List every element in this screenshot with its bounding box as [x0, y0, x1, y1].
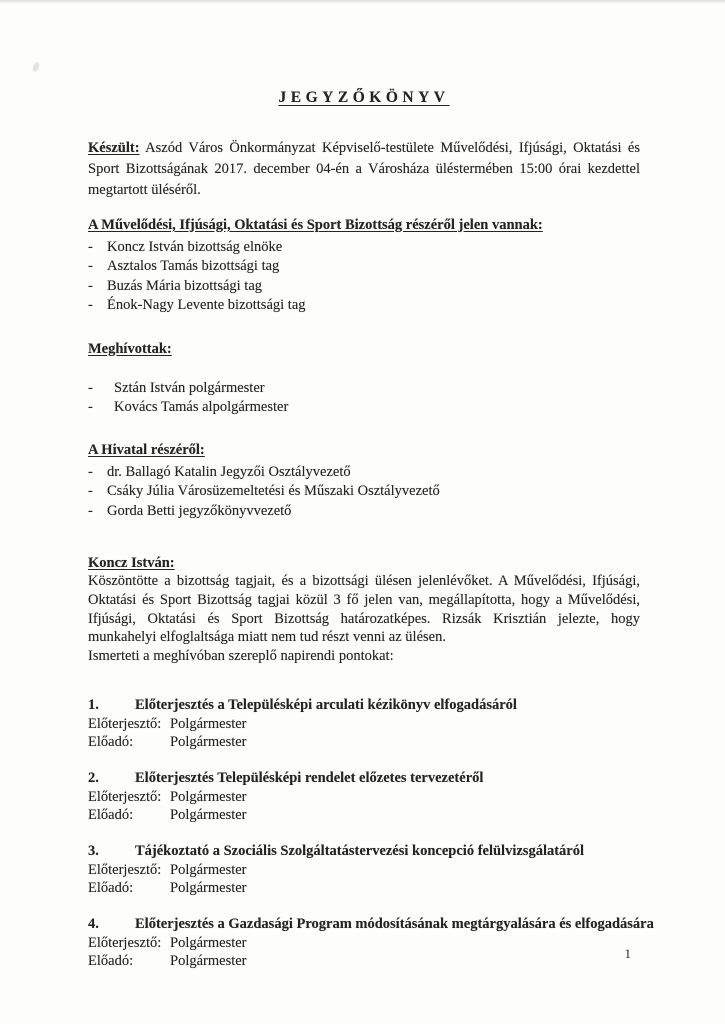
- attendance-list: [88, 238, 640, 316]
- presenter-label: Előterjesztő:: [88, 861, 162, 878]
- speaker-name-heading: Koncz István:: [88, 555, 175, 571]
- lecturer-value: Polgármester: [170, 734, 247, 751]
- agenda-item-title: Előterjesztés a Településképi arculati kézikönyv elfogadásáról: [135, 696, 517, 713]
- dash-bullet: -: [88, 297, 93, 313]
- dash-bullet: -: [88, 483, 93, 499]
- lecturer-label: Előadó:: [88, 807, 134, 824]
- list-item: [88, 502, 640, 522]
- list-item: [88, 296, 640, 316]
- agenda-item-title: Tájékoztató a Szociális Szolgáltatástervezési koncepció felülvizsgálatáról: [135, 842, 585, 859]
- lecturer-value: Polgármester: [170, 953, 247, 970]
- list-item: [88, 277, 640, 297]
- lecturer-row: [88, 952, 640, 971]
- presenter-value: Polgármester: [170, 861, 247, 878]
- lecturer-label: Előadó:: [88, 734, 134, 751]
- invitees-list: [88, 379, 640, 418]
- page-number: 1: [624, 946, 631, 961]
- dash-bullet: -: [88, 463, 93, 480]
- document-title: JEGYZŐKÖNYV: [278, 89, 450, 106]
- intro-text: Aszód Város Önkormányzat Képviselő-testülete Művelődési, Ifjúsági, Oktatási és Sport Bizottságának 2017. december 04-én a Városháza üléstermében 15:00 órai kezdettel megtartott üléséről.: [88, 140, 640, 198]
- attendee-name: Asztalos Tamás bizottsági tag: [107, 258, 280, 274]
- lecturer-value: Polgármester: [170, 880, 247, 897]
- list-item: [88, 257, 640, 277]
- officer-name: Csáky Júlia Városüzemeltetési és Műszaki Osztályvezető: [107, 483, 440, 499]
- section-heading-attendance: A Művelődési, Ifjúsági, Oktatási és Sport Bizottság részéről jelen vannak:: [88, 216, 543, 233]
- presenter-row: [88, 788, 640, 807]
- dash-bullet: -: [88, 258, 93, 274]
- officer-name: Gorda Betti jegyzőkönyvvezető: [107, 502, 292, 519]
- section-heading-office: A Hivatal részéről:: [88, 441, 205, 458]
- invitee-name: Sztán István polgármester: [114, 379, 265, 396]
- agenda-title-row: [88, 842, 640, 861]
- agenda-title-row: [88, 915, 654, 934]
- invitee-name: Kovács Tamás alpolgármester: [114, 399, 289, 415]
- document-content: [88, 0, 654, 971]
- attendee-name: Buzás Mária bizottsági tag: [107, 277, 263, 294]
- presenter-label: Előterjesztő:: [88, 788, 162, 805]
- lecturer-value: Polgármester: [170, 807, 247, 824]
- presenter-label: Előterjesztő:: [88, 934, 162, 951]
- dash-bullet: -: [88, 238, 93, 255]
- lecturer-row: [88, 806, 640, 825]
- list-item: [88, 482, 640, 502]
- dash-bullet: -: [88, 379, 93, 396]
- dash-bullet: -: [88, 502, 93, 519]
- attendee-name: Énok-Nagy Levente bizottsági tag: [107, 297, 306, 313]
- officer-name: dr. Ballagó Katalin Jegyzői Osztályvezető: [107, 463, 351, 480]
- lecturer-label: Előadó:: [88, 953, 134, 970]
- presenter-row: [88, 934, 640, 953]
- office-list: [88, 463, 640, 522]
- presenter-value: Polgármester: [170, 715, 247, 732]
- agenda-item: [88, 696, 640, 752]
- attendee-name: Koncz István bizottság elnöke: [107, 238, 283, 255]
- list-item: [88, 238, 640, 258]
- intro-label: Készült:: [88, 140, 140, 156]
- agenda-item-number: 1.: [88, 696, 99, 713]
- presenter-value: Polgármester: [170, 788, 247, 805]
- agenda-item: [88, 769, 640, 825]
- scan-smudge-artifact: [31, 61, 41, 73]
- agenda-item-title: Előterjesztés a Gazdasági Program módosításának megtárgyalására és elfogadására: [135, 915, 654, 932]
- lecturer-label: Előadó:: [88, 880, 134, 897]
- lecturer-row: [88, 733, 640, 752]
- agenda-section: [88, 696, 654, 971]
- section-heading-invitees: Meghívottak:: [88, 340, 172, 357]
- dash-bullet: -: [88, 399, 93, 415]
- agenda-item-number: 2.: [88, 769, 99, 786]
- agenda-item-number: 4.: [88, 915, 99, 932]
- agenda-item-title: Előterjesztés Településképi rendelet előzetes tervezetéről: [135, 769, 484, 786]
- lecturer-row: [88, 879, 640, 898]
- list-item: [88, 463, 640, 483]
- presenter-row: [88, 861, 640, 880]
- presenter-label: Előterjesztő:: [88, 715, 162, 732]
- intro-paragraph: [88, 138, 640, 201]
- dash-bullet: -: [88, 277, 93, 294]
- agenda-title-row: [88, 769, 640, 788]
- agenda-title-row: [88, 696, 640, 715]
- list-item: [88, 379, 640, 399]
- speech-closing-line: Ismerteti a meghívóban szereplő napirendi pontokat:: [88, 648, 394, 665]
- agenda-item: [88, 915, 654, 971]
- speech-paragraph: Köszöntötte a bizottság tagjait, és a bizottsági ülésen jelenlévőket. A Művelődési, Ifjúsági, Oktatási és Sport Bizottság tagjai közül 3 fő jelen van, megállapította, hogy a Művelődési, Ifjúsági, Oktatási és Sport Bizottság határozatképes. Rizsák Krisztián jelezte, hogy munkahelyi elfoglaltsága miatt nem tud részt venni az ülésen.: [88, 573, 640, 646]
- list-item: [88, 398, 640, 418]
- presenter-row: [88, 715, 640, 734]
- agenda-item: [88, 842, 640, 898]
- presenter-value: Polgármester: [170, 934, 247, 951]
- agenda-item-number: 3.: [88, 842, 99, 859]
